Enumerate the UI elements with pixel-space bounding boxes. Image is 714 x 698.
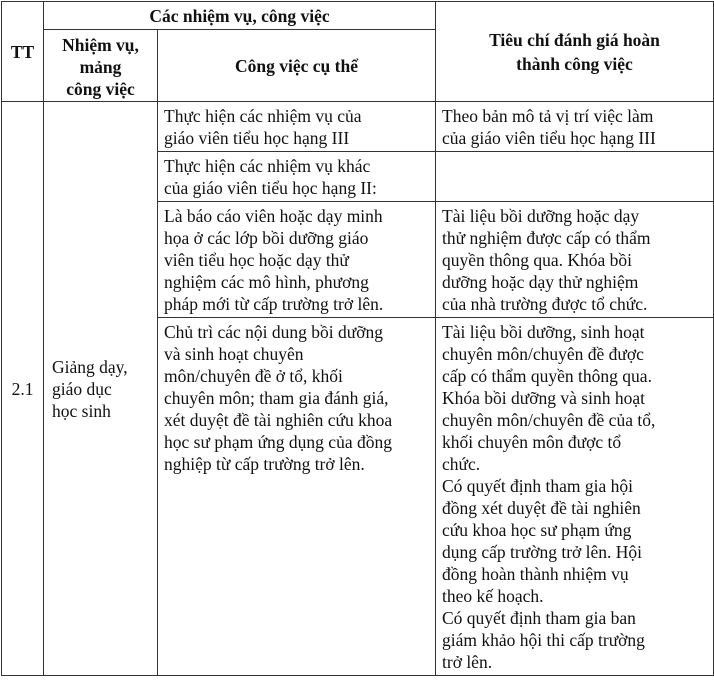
tieu-chi-cell-empty [436, 152, 714, 202]
text-line: Khóa bồi dưỡng và sinh hoạt [442, 388, 645, 408]
text-line: thử nghiệm được cấp có thẩm [442, 228, 651, 248]
text-line: viên tiểu học hoặc dạy thử [164, 250, 349, 270]
text-line: Chủ trì các nội dung bồi dưỡng [164, 322, 383, 342]
text-line: Có quyết định tham gia ban [442, 608, 636, 628]
header-tieu-chi-line: Tiêu chí đánh giá hoàn [489, 29, 660, 50]
text-line: xét duyệt đề tài nghiên cứu khoa [164, 410, 393, 430]
tieu-chi-cell [436, 202, 714, 318]
text-line: nghiệp từ cấp trường trở lên. [164, 454, 365, 474]
text-line: Thực hiện các nhiệm vụ của [164, 106, 362, 126]
header-nhiem-vu [44, 30, 158, 102]
text-line: dụng cấp trường trở lên. Hội [442, 542, 643, 562]
header-nhiem-vu-line: công việc [66, 78, 135, 99]
text-line: chức. [442, 454, 481, 474]
text-line: của giáo viên tiểu học hạng II: [164, 178, 377, 198]
header-nhiem-vu-line: mảng [79, 56, 122, 77]
text-line: dưỡng hoặc dạy thử nghiệm [442, 272, 639, 292]
text-line: quyền thông qua. Khóa bồi [442, 250, 633, 270]
nhiem-vu-line: giáo dục [52, 379, 112, 399]
text-line: cấp có thẩm quyền thông qua. [442, 366, 652, 386]
row-nhiem-vu [44, 102, 158, 676]
text-line: Tài liệu bồi dưỡng, sinh hoạt [442, 322, 645, 342]
header-tieu-chi-line: thành công việc [516, 53, 633, 74]
text-line: Có quyết định tham gia hội [442, 476, 634, 496]
text-line: theo kế hoạch. [442, 586, 544, 606]
text-line: học sư phạm ứng dụng của đồng [164, 432, 392, 452]
text-line: đồng hoàn thành nhiệm vụ [442, 564, 629, 584]
tieu-chi-cell [436, 318, 714, 676]
text-line: Thực hiện các nhiệm vụ khác [164, 156, 371, 176]
tieu-chi-cell [436, 102, 714, 152]
header-nhiem-vu-line: Nhiệm vụ, [62, 34, 139, 55]
nhiem-vu-line: học sinh [52, 401, 111, 421]
header-tieu-chi [436, 2, 714, 102]
header-row-1 [2, 2, 714, 30]
cong-viec-cell [158, 152, 436, 202]
text-line: giám khảo hội thi cấp trường [442, 630, 645, 650]
text-line: Tài liệu bồi dưỡng hoặc dạy [442, 206, 640, 226]
row-number: 2.1 [2, 102, 44, 676]
text-line: chuyên môn/chuyên đề được [442, 344, 644, 364]
cong-viec-cell [158, 102, 436, 152]
text-line: họa ở các lớp bồi dưỡng giáo [164, 228, 369, 248]
text-line: Theo bản mô tả vị trí việc làm [442, 106, 654, 126]
text-line: của giáo viên tiểu học hạng III [442, 128, 656, 148]
text-line: môn/chuyên đề ở tổ, khối [164, 366, 343, 386]
text-line: cứu khoa học sư phạm ứng [442, 520, 632, 540]
text-line: chuyên môn/chuyên đề của tổ, [442, 410, 656, 430]
text-line: pháp mới từ cấp trường trở lên. [164, 294, 384, 314]
nhiem-vu-line: Giảng dạy, [52, 357, 128, 377]
header-cong-viec: Công việc cụ thể [158, 30, 436, 102]
text-line: đồng xét duyệt đề tài nghiên [442, 498, 641, 518]
text-line: giáo viên tiểu học hạng III [164, 128, 350, 148]
text-line: trở lên. [442, 652, 493, 672]
text-line: Là báo cáo viên hoặc dạy minh [164, 206, 383, 226]
text-line: chuyên môn; tham gia đánh giá, [164, 388, 389, 408]
text-line: nghiệm các mô hình, phương [164, 272, 369, 292]
text-line: và sinh hoạt chuyên [164, 344, 304, 364]
header-group: Các nhiệm vụ, công việc [44, 2, 436, 30]
criteria-table [1, 1, 714, 676]
header-tt: TT [2, 2, 44, 102]
cong-viec-cell [158, 202, 436, 318]
text-line: khối chuyên môn được tổ [442, 432, 622, 452]
task-row [2, 102, 714, 152]
cong-viec-cell [158, 318, 436, 676]
text-line: của nhà trường được tổ chức. [442, 294, 648, 314]
